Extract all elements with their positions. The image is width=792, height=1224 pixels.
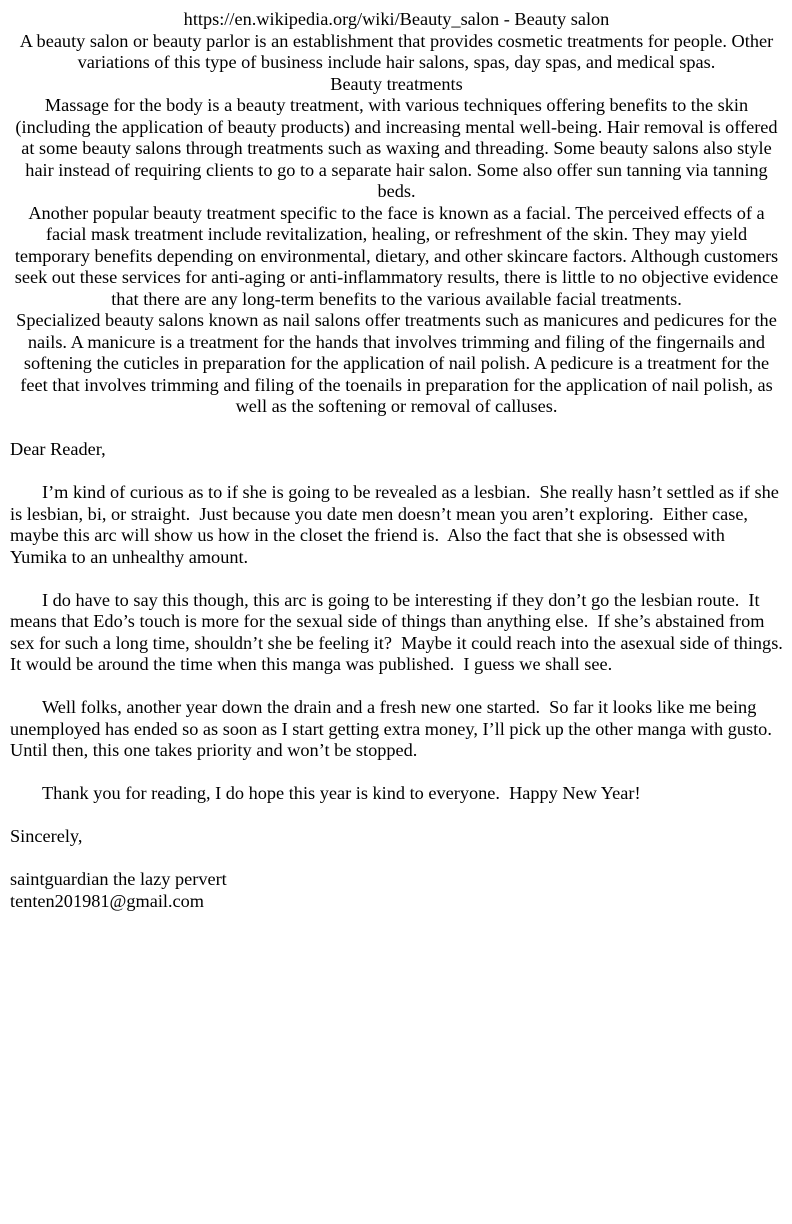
letter-salutation: Dear Reader, [10,439,106,459]
letter-paragraph-thanks: Thank you for reading, I do hope this year is kind to everyone. Happy New Year! [42,783,641,803]
wiki-paragraph-facial: Another popular beauty treatment specific to the face is known as a facial. The perceived effects of a facial mask treatment include revitalization, healing, or refreshment of the skin. They may yield temporary benefits depending on environmental, dietary, and other skincare factors. Although customers seek out these services for anti-aging or anti-inflammatory results, there is little to no objective evidence that there are any long-term benefits to the various available facial treatments. [14,202,779,309]
reader-letter-section [10,439,792,912]
letter-paragraph-lesbian-curiosity: I’m kind of curious as to if she is going to be revealed as a lesbian. She really hasn’t settled as if she is lesbian, bi, or straight. Just because you date men doesn’t mean you aren’t exploring. Either case, maybe this arc will show us how in the closet the friend is. Also the fact that she is obsessed with Yumika to an unhealthy amount. [10,482,784,567]
letter-closing: Sincerely, [10,826,83,846]
signature-name: saintguardian the lazy pervert [10,869,227,889]
wiki-intro: A beauty salon or beauty parlor is an establishment that provides cosmetic treatments for people. Other variations of this type of business include hair salons, spas, day spas, and medical spas. [19,30,774,72]
wiki-paragraph-massage: Massage for the body is a beauty treatment, with various techniques offering benefits to the skin (including the application of beauty products) and increasing mental well-being. Hair removal is offered at some beauty salons through treatments such as waxing and threading. Some beauty salons also style hair instead of requiring clients to go to a separate hair salon. Some also offer sun tanning via tanning beds. [15,95,778,201]
wiki-url-title: https://en.wikipedia.org/wiki/Beauty_salon - Beauty salon [183,9,610,29]
letter-paragraph-arc-speculation: I do have to say this though, this arc is going to be interesting if they don’t go the lesbian route. It means that Edo’s touch is more for the sexual side of things than anything else. If she’s abstained from sex for such a long time, shouldn’t she be feeling it? Maybe it could reach into the asexual side of things. It would be around the time when this manga was published. I guess we shall see. [10,589,792,674]
wiki-subheading: Beauty treatments [330,73,463,94]
letter-paragraph-new-year-update: Well folks, another year down the drain and a fresh new one started. So far it looks like me being unemployed has ended so as soon as I start getting extra money, I’ll pick up the other manga with gusto. Until then, this one takes priority and won’t be stopped. [10,697,782,760]
wiki-excerpt-section [10,9,783,418]
signature-block [10,869,783,912]
wiki-paragraph-nails: Specialized beauty salons known as nail salons offer treatments such as manicures and pedicures for the nails. A manicure is a treatment for the hands that involves trimming and filing of the fingernails and softening the cuticles in preparation for the application of nail polish. A pedicure is a treatment for the feet that involves trimming and filing of the toenails in preparation for the application of nail polish, as well as the softening or removal of calluses. [16,310,777,416]
signature-email: tenten201981@gmail.com [10,890,205,911]
